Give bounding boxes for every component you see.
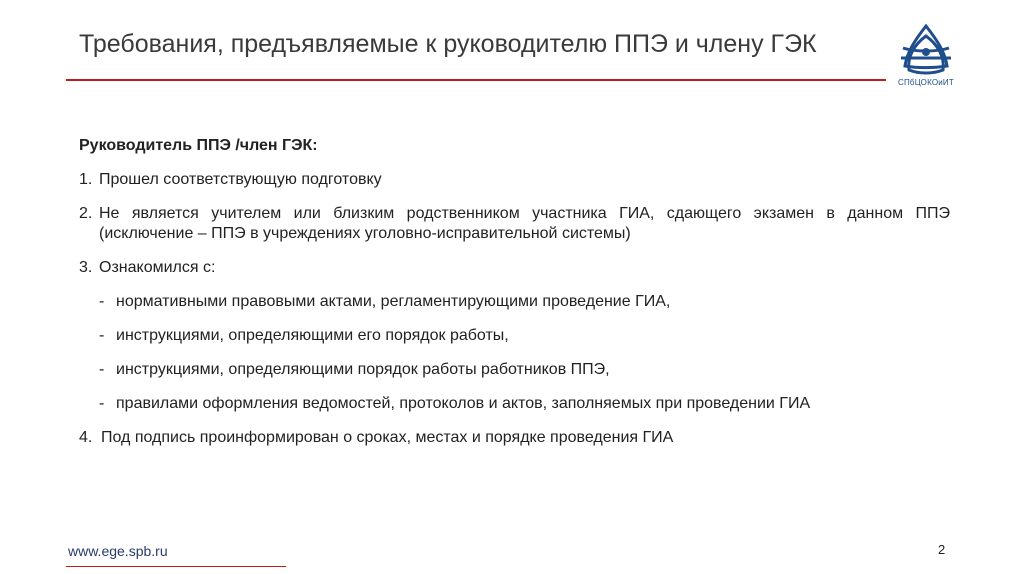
- list-text: Не является учителем или близким родственником участника ГИА, сдающего экзамен в данном ППЭ (исключение – ППЭ в учреждениях уголовно-исправительной системы): [99, 205, 950, 242]
- list-item-2: [79, 204, 950, 244]
- list-number: 3.: [79, 259, 93, 276]
- sub-item: [99, 360, 950, 380]
- list-number: 1.: [79, 171, 93, 188]
- sub-dash: -: [99, 293, 105, 310]
- sub-item: [99, 394, 950, 414]
- sub-dash: -: [99, 395, 105, 412]
- list-text: Прошел соответствующую подготовку: [99, 171, 382, 188]
- sub-text: нормативными правовыми актами, регламентирующими проведение ГИА,: [116, 293, 671, 310]
- list-text: Под подпись проинформирован о сроках, местах и порядке проведения ГИА: [101, 429, 674, 446]
- list-item-4: [79, 428, 950, 448]
- list-text: Ознакомился с:: [99, 259, 216, 276]
- footer-underline: [66, 566, 286, 567]
- sub-text: правилами оформления ведомостей, протоколов и актов, заполняемых при проведении ГИА: [116, 395, 811, 412]
- list-item-3: [79, 258, 950, 278]
- slide-body: [79, 136, 950, 462]
- sub-text: инструкциями, определяющими его порядок работы,: [116, 327, 509, 344]
- slide-title: Требования, предъявляемые к руководителю ППЭ и члену ГЭК: [79, 30, 817, 58]
- logo-caption: СПбЦОКОиИТ: [898, 78, 954, 87]
- body-heading: Руководитель ППЭ /член ГЭК:: [79, 137, 318, 154]
- sub-item: [99, 326, 950, 346]
- list-number: 4.: [79, 429, 93, 446]
- sub-text: инструкциями, определяющими порядок работы работников ППЭ,: [116, 361, 610, 378]
- sub-item: [99, 292, 950, 312]
- list-item-1: [79, 170, 950, 190]
- list-number: 2.: [79, 205, 93, 222]
- title-underline: [66, 79, 886, 81]
- footer-link[interactable]: www.ege.spb.ru: [68, 543, 168, 559]
- sub-dash: -: [99, 327, 105, 344]
- page-number: 2: [938, 542, 946, 557]
- sub-dash: -: [99, 361, 105, 378]
